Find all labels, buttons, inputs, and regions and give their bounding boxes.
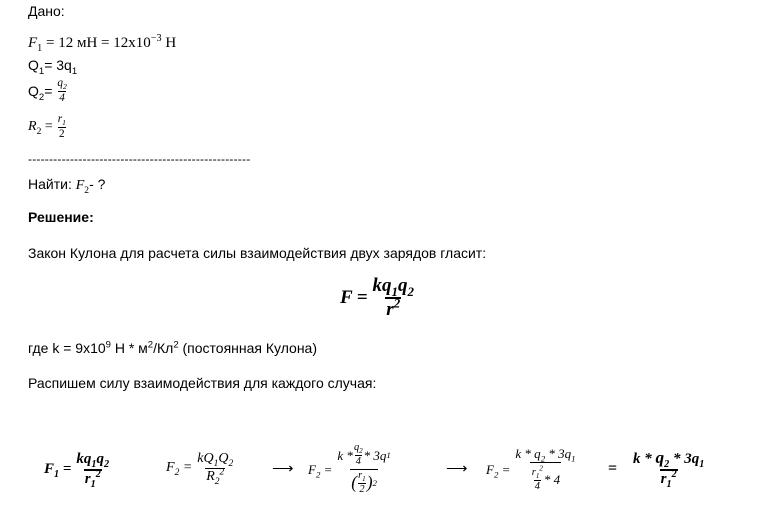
formula-f2c: $F_2$ = k * $q_2 * 3q_1$ $\frac{r_1^2}{4}$ * 4 xyxy=(486,446,576,492)
given-f1: $F_1 = 12$ мН = $12х10^{-3}$ Н xyxy=(28,33,177,54)
given-heading: Дано: xyxy=(28,3,65,19)
write-text: Распишем силу взаимодействия для каждого случая: xyxy=(28,375,377,391)
find-line: Найти: $F_2-$ ? xyxy=(28,176,106,196)
main-formula: F = $\frac{kq_1q_2}{r^2}$ xyxy=(340,275,414,320)
r2-fraction: $\frac{r_1}{2}$ xyxy=(57,113,66,140)
formula-f2a: $F_2$ = $\frac{kQ_1Q_2}{R_2^2}$ xyxy=(166,451,234,487)
arrow-1: ⟶ xyxy=(272,461,294,477)
given-q1: $Q_1= 3q_1$ xyxy=(28,57,78,77)
k-line: где $k = 9х10^9$ Н * $м^2/Кл^2$ (постоянная Кулона) xyxy=(28,339,318,356)
law-text: Закон Кулона для расчета силы взаимодействия двух зарядов гласит: xyxy=(28,245,487,261)
solution-heading: Решение: xyxy=(28,209,94,225)
formula-f2d: $\frac{k * q_2 * 3q_1}{r_1^2}$ xyxy=(633,448,705,490)
arrow-2: ⟶ xyxy=(446,461,468,477)
given-r2: $R_2$ = $\frac{r_1}{2}$ xyxy=(28,113,66,140)
given-q2: $Q_2=$ $\frac{q_2}{4}$ xyxy=(28,77,67,104)
given-divider: ----------------------------------------------------- xyxy=(28,152,251,166)
formula-f2b: $F_2$ = k * $\frac{q_2}{4}$ * 3q 1 ( $\frac{r_1}{2}$ ) 2 xyxy=(308,442,391,495)
q2-fraction: $\frac{q_2}{4}$ xyxy=(57,77,67,104)
equals-final: = xyxy=(608,460,618,477)
formula-f1: $F_1$ = $\frac{kq_1q_2}{r_1^2}$ xyxy=(44,451,110,490)
